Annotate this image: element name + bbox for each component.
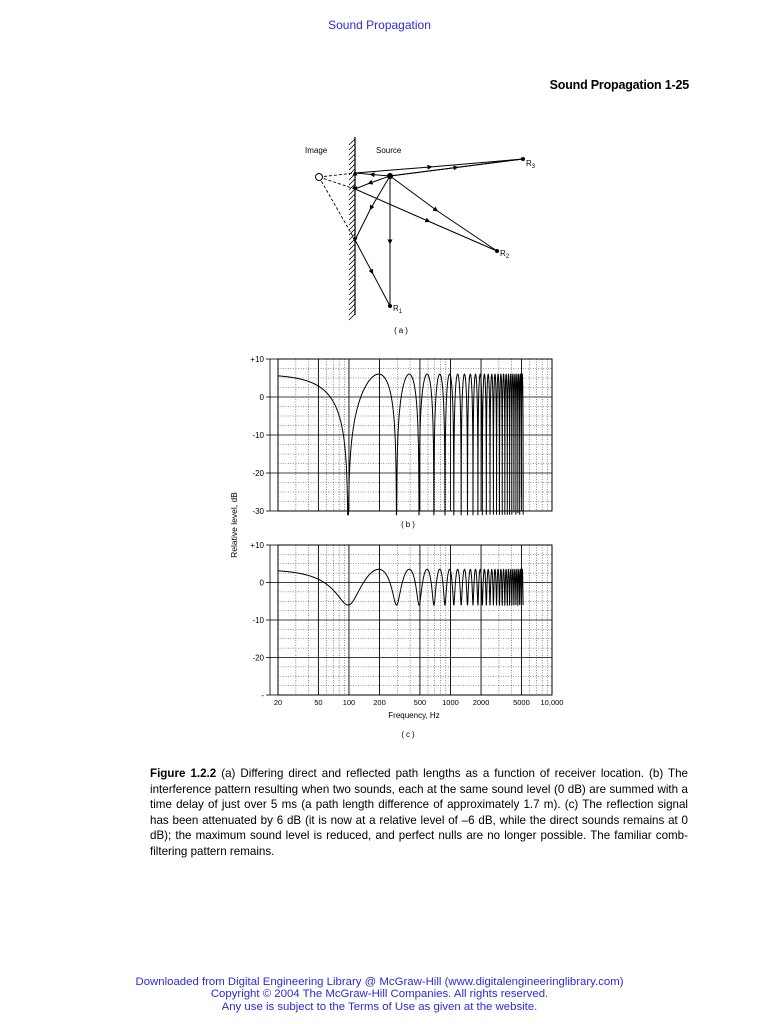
top-header-link[interactable]: Sound Propagation [328,18,431,32]
wall-hatch-line [349,154,355,160]
comb-filter-curve [278,569,523,605]
direct-ray-r3-path [390,159,523,176]
y-tick-label: -10 [252,431,264,440]
wall-hatch-line [349,264,355,270]
reflected-ray-r2 [355,176,497,251]
wall-hatch-line [349,299,355,305]
footer-notice [0,976,759,1013]
reflected-ray-r1 [355,176,390,306]
wall-hatch-line [349,224,355,230]
wall-hatch-line [349,139,355,145]
receiver-r2-point [495,249,499,253]
wall-hatch-line [349,214,355,220]
x-tick-label: 500 [413,698,427,707]
x-axis-label: Frequency, Hz [388,711,440,720]
image-label: Image [305,146,328,155]
y-tick-label: 0 [259,578,264,588]
wall-hatch-line [349,254,355,260]
reflected-ray-r3 [355,159,523,176]
x-tick-label: 20 [273,698,283,707]
figure-caption [150,766,688,860]
wall-hatch-line [349,179,355,185]
wall-hatch-line [349,189,355,195]
wall-hatch-line [349,289,355,295]
y-tick-label: 0 [259,393,264,402]
x-tick-label: 10,000 [540,698,564,707]
caption-text: (a) Differing direct and reflected path lengths as a function of receiver location. (b) The interference pattern resulting when two sounds, each at the same sound level (0 dB) are summed with a time delay of just over 5 ms (a path length difference of approximately 1.7 m). (c) The reflection signal has been attenuated by 6 dB (it is now at a relative level of –6 dB, while the direct sounds remains at 0 dB); the maximum sound level is reduced, and perfect nulls are no longer possible. The familiar comb-filtering pattern remains. [150,767,688,858]
wall-hatch-line [349,269,355,275]
panel-a-label: (a) [394,326,410,335]
wall-hatch-line [349,274,355,280]
wall-hatch-line [349,279,355,285]
wall-hatching [349,139,355,320]
footer-download-link[interactable]: Downloaded from Digital Engineering Library @ McGraw-Hill (www.digitalengineeringlibrary.com) [135,976,624,988]
x-tick-label: 1000 [442,698,459,707]
footer-terms[interactable]: Any use is subject to the Terms of Use as given at the website. [221,1000,538,1013]
wall-hatch-line [349,249,355,255]
reflection-path-diagram [305,137,536,335]
wall-hatch-line [349,144,355,150]
panel-c-label: (c) [401,730,417,739]
x-tick-label: 2000 [472,698,490,707]
wall-hatch-line [349,314,355,320]
receiver-r1-point [388,304,392,308]
wall-hatch-line [349,294,355,300]
wall-hatch-line [349,169,355,175]
wall-hatch-line [349,309,355,315]
interference-plot-c [250,541,563,707]
wall-hatch-line [349,194,355,200]
x-tick-label: 200 [373,698,386,707]
r1-label: $R_1$ [393,304,403,315]
wall-hatch-line [349,239,355,245]
y-tick-label: -10 [252,616,264,625]
wall-hatch-line [349,174,355,180]
y-tick-label: -20 [252,469,264,478]
wall-hatch-line [349,199,355,205]
r2-label: $R_2$ [500,249,510,260]
page-heading: Sound Propagation 1-25 [549,78,689,92]
image-ray-r1 [319,177,355,240]
y-tick-label: -20 [252,653,264,663]
wall-hatch-line [349,159,355,165]
wall-hatch-line [349,304,355,310]
wall-hatch-line [349,219,355,225]
footer-copyright: Copyright © 2004 The McGraw-Hill Companies. All rights reserved. [210,988,549,1001]
y-axis-label: Relative level, dB [229,492,239,558]
x-tick-label: 50 [314,698,323,707]
r3-label: $R_3$ [526,159,536,170]
x-tick-label: 100 [342,698,356,707]
x-tick-label: 5000 [513,698,530,707]
panel-b-label: (b) [401,520,417,529]
wall-hatch-line [349,164,355,170]
wall-hatch-line [349,244,355,250]
image-source-point [316,174,323,181]
caption-label: Figure 1.2.2 [150,767,217,780]
image-ray-r3 [319,173,355,177]
y-tick-label: -30 [252,507,264,516]
receiver-r3-point [521,157,525,161]
wall-hatch-line [349,284,355,290]
y-tick-label: - [261,691,264,700]
source-label: Source [376,146,402,155]
wall-hatch-line [349,259,355,265]
interference-plot-b [250,355,552,516]
wall-hatch-line [349,149,355,155]
y-tick-label: +10 [250,355,264,364]
direct-ray-r2 [390,176,497,251]
wall-hatch-line [349,204,355,210]
wall-hatch-line [349,209,355,215]
y-tick-label: +10 [250,541,264,550]
